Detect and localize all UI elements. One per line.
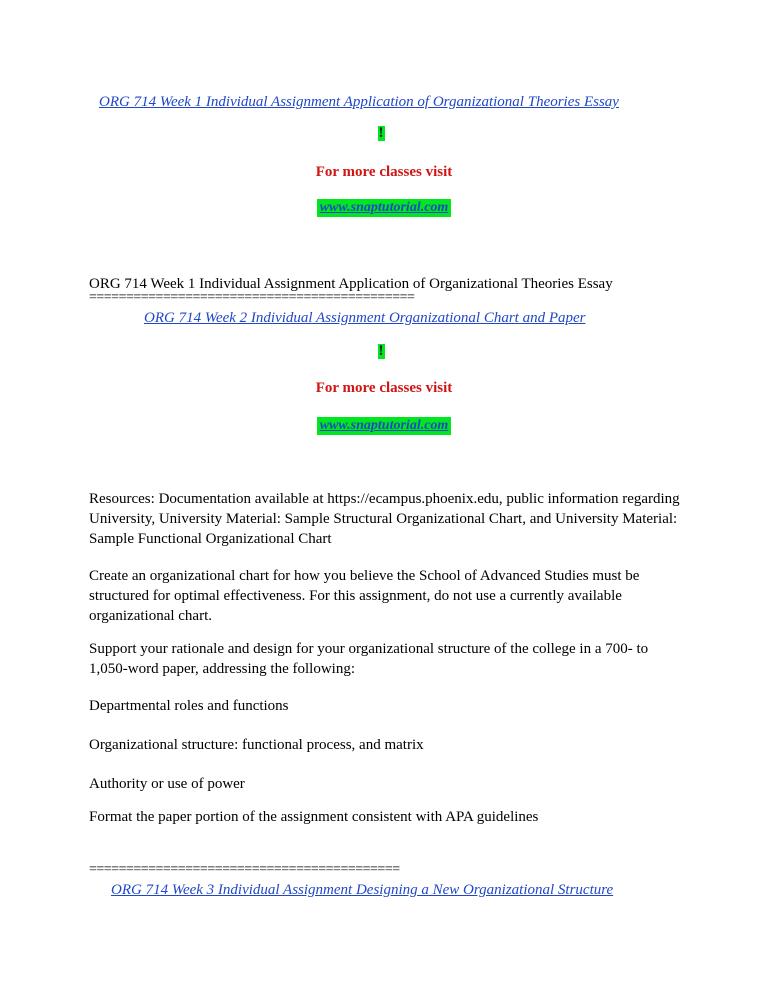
week1-description: ORG 714 Week 1 Individual Assignment Application of Organizational Theories Essay [89,276,613,292]
week2-title-link[interactable]: ORG 714 Week 2 Individual Assignment Organizational Chart and Paper [144,310,586,326]
separator: ============================================ [89,290,415,305]
format-paragraph: Format the paper portion of the assignment consistent with APA guidelines [89,809,539,825]
snaptutorial-link[interactable]: www.snaptutorial.com [317,199,452,217]
marker-icon: ! [378,343,384,359]
resources-paragraph: Resources: Documentation available at https://ecampus.phoenix.edu, public information regarding University, University Material: Sample Structural Organizational Chart, and University Material: Sample Functional Organizational Chart [89,491,680,547]
week1-title-link[interactable]: ORG 714 Week 1 Individual Assignment Application of Organizational Theories Essay [99,94,619,110]
snaptutorial-link[interactable]: www.snaptutorial.com [317,417,452,435]
separator: ========================================== [89,862,400,877]
marker-icon: ! [378,125,384,141]
list-item: Authority or use of power [89,776,245,792]
support-paragraph: Support your rationale and design for your organizational structure of the college in a 700- to 1,050-word paper, addressing the following: [89,641,649,677]
visit-text: For more classes visit [315,380,453,396]
list-item: Organizational structure: functional process, and matrix [89,737,424,753]
week3-title-link[interactable]: ORG 714 Week 3 Individual Assignment Designing a New Organizational Structure [111,882,614,898]
create-paragraph: Create an organizational chart for how you believe the School of Advanced Studies must be structured for optimal effectiveness. For this assignment, do not use a currently available organizational chart. [89,568,640,624]
visit-text: For more classes visit [315,164,453,180]
list-item: Departmental roles and functions [89,698,289,714]
